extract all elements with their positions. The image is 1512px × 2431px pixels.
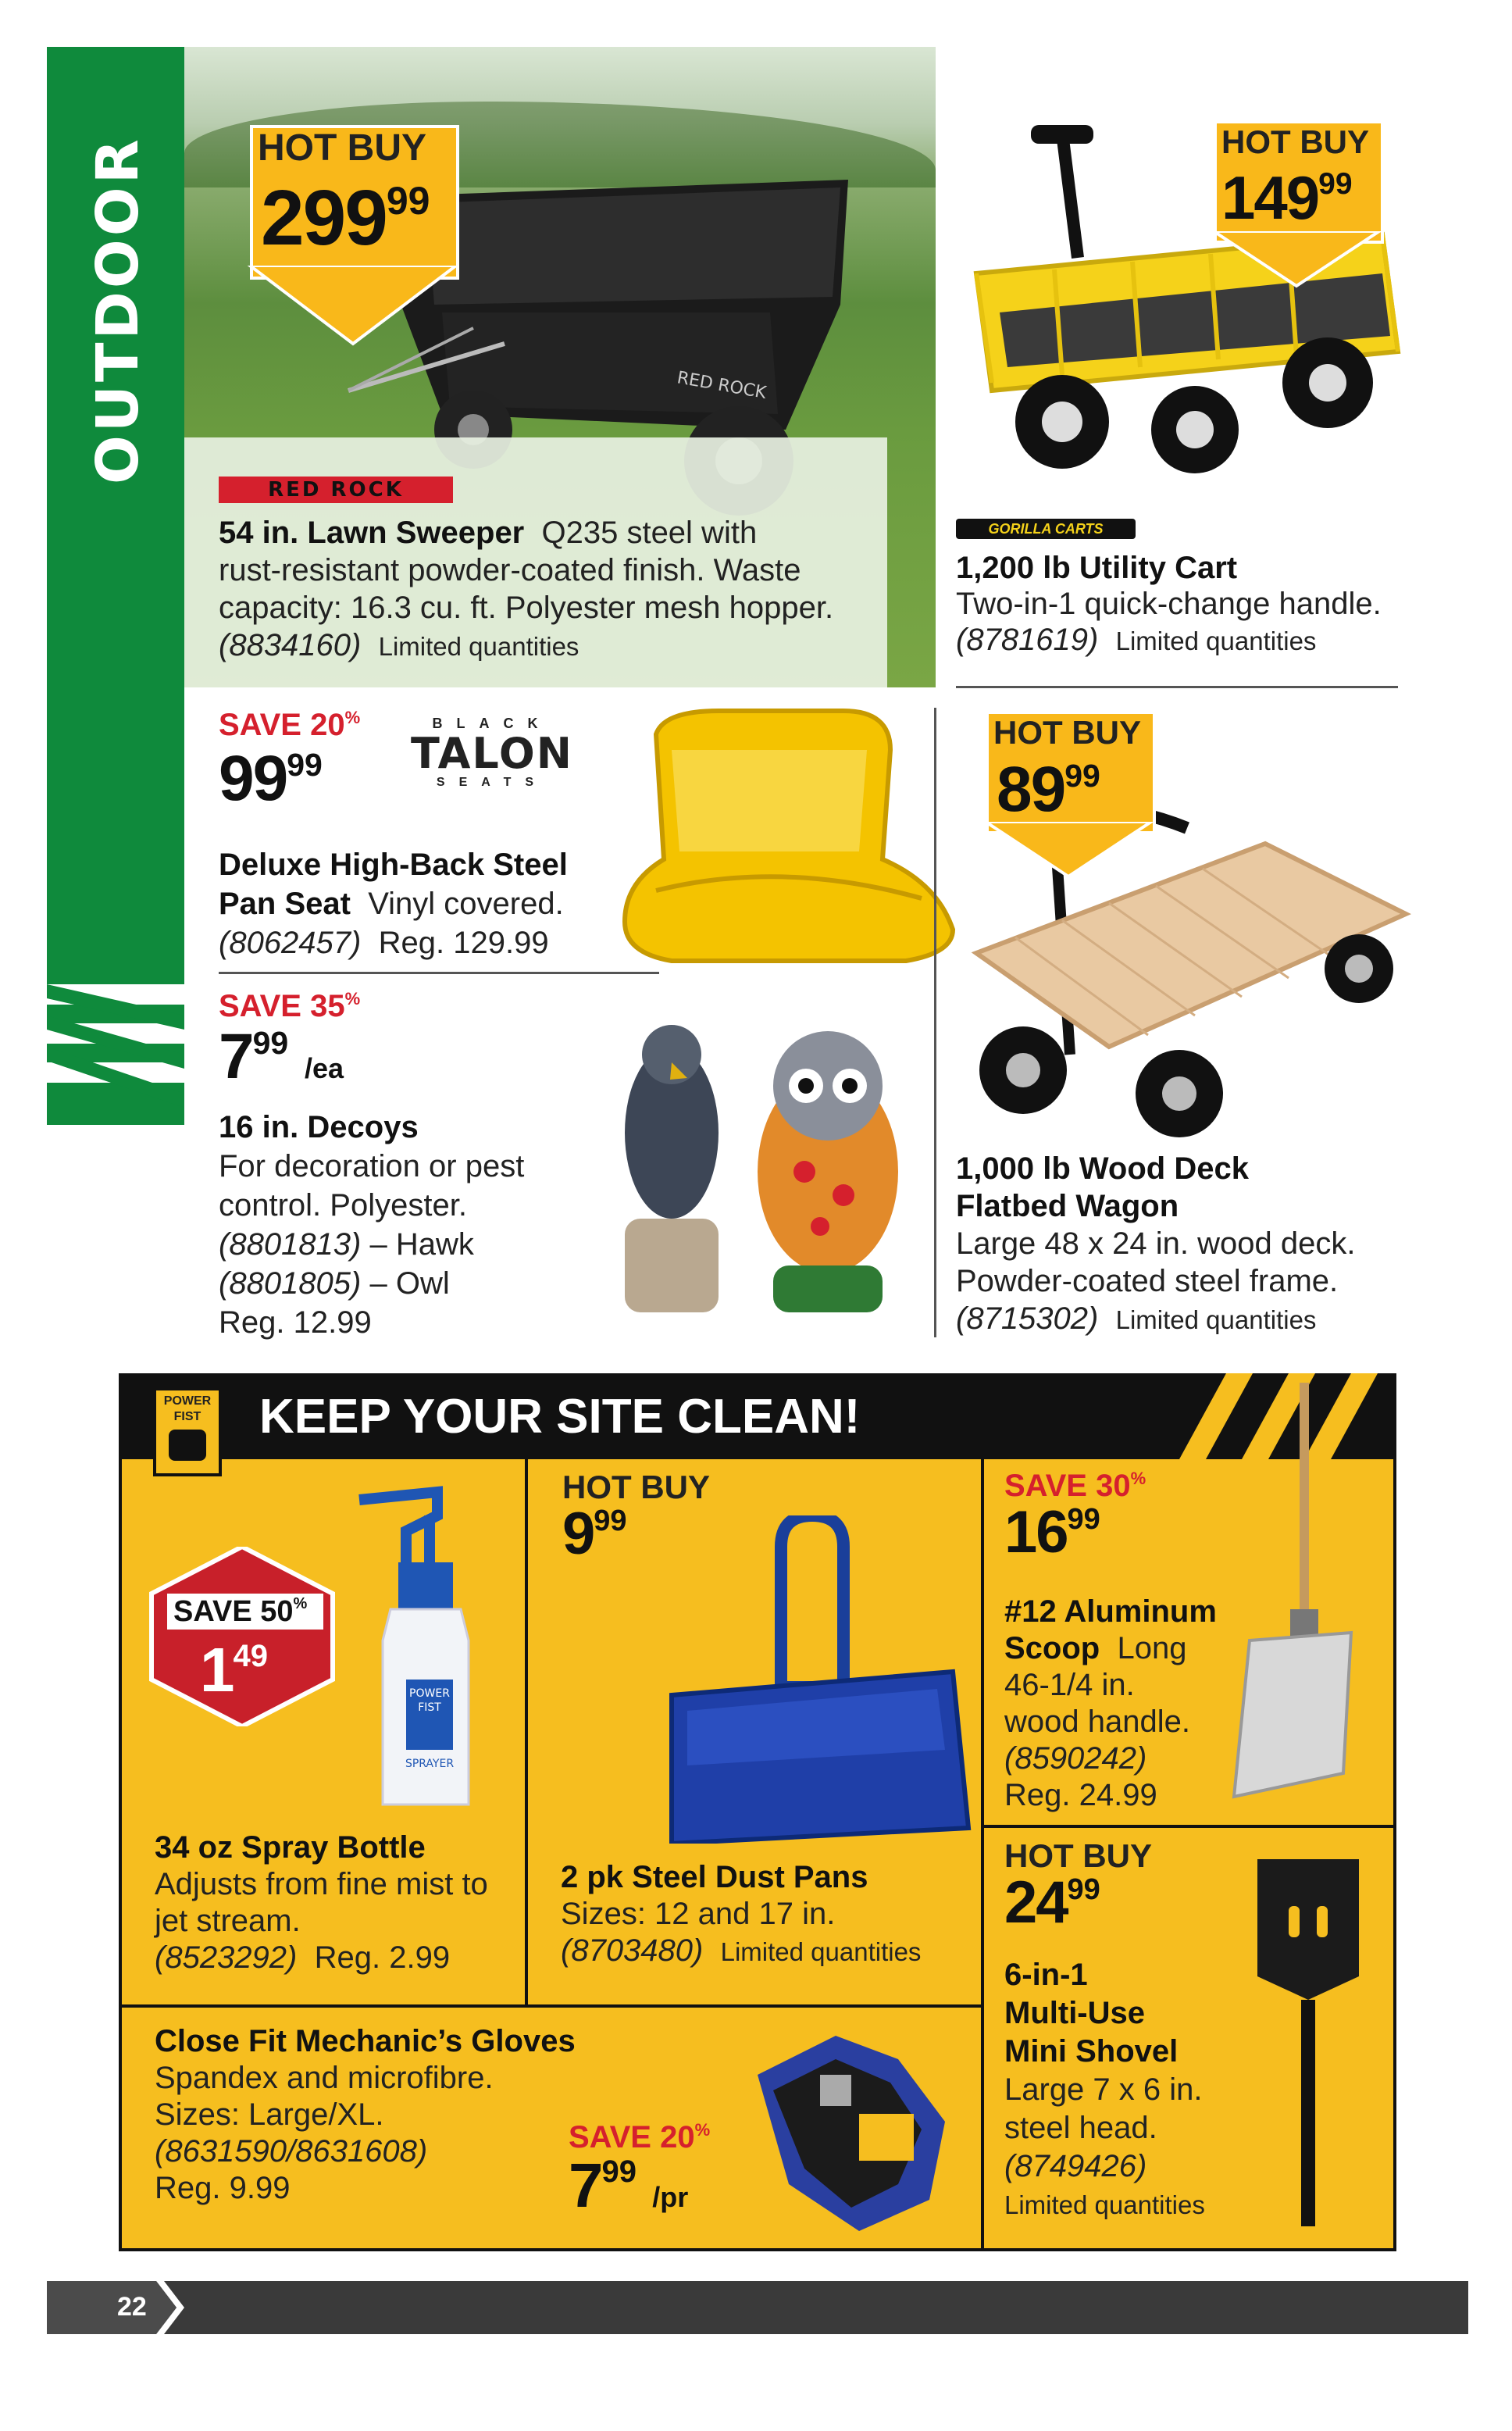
product-name: Mini Shovel bbox=[1004, 2034, 1179, 2069]
logo-text: TALON bbox=[410, 729, 574, 778]
hot-buy-label: HOT BUY bbox=[1221, 123, 1369, 160]
divider bbox=[525, 1459, 528, 2006]
spray-text bbox=[155, 1829, 514, 1976]
product-name: Pan Seat bbox=[219, 887, 351, 921]
limited-note: Limited quantities bbox=[378, 632, 579, 661]
item-number: (8523292) bbox=[155, 1940, 298, 1975]
product-name: 1,200 lb Utility Cart bbox=[956, 551, 1238, 585]
product-name: 6-in-1 bbox=[1004, 1958, 1088, 1992]
item-number: (8801813) bbox=[219, 1227, 362, 1262]
outdoor-sidebar bbox=[47, 47, 184, 1125]
product-name: Scoop bbox=[1004, 1631, 1100, 1665]
page-footer bbox=[47, 2281, 1468, 2334]
product-desc: capacity: 16.3 cu. ft. Polyester mesh hopper. bbox=[219, 591, 834, 625]
page-number: 22 bbox=[117, 2292, 147, 2322]
regular-price: Reg. 9.99 bbox=[155, 2171, 291, 2205]
product-name: 34 oz Spray Bottle bbox=[155, 1830, 426, 1865]
save-badge: SAVE 35% bbox=[219, 989, 361, 1023]
bottle-label-text: SPRAYER bbox=[405, 1758, 455, 1770]
hot-buy-tag-arrow bbox=[247, 266, 459, 352]
decoys-price: $7^{99}$ /ea bbox=[219, 1021, 344, 1092]
logo-text: SEATS bbox=[436, 776, 548, 789]
section-title: KEEP YOUR SITE CLEAN! bbox=[259, 1390, 861, 1444]
save-badge: SAVE 20% bbox=[219, 708, 361, 742]
pan-seat-price: $99^{99}$ bbox=[219, 743, 323, 814]
hot-buy-label: HOT BUY bbox=[562, 1469, 710, 1505]
utility-cart-text bbox=[956, 550, 1409, 659]
product-name: Flatbed Wagon bbox=[956, 1189, 1179, 1223]
product-name: 1,000 lb Wood Deck bbox=[956, 1151, 1249, 1186]
shovel-price: $24^{99}$ bbox=[1004, 1869, 1100, 1936]
logo-text: FIST bbox=[173, 1410, 201, 1423]
product-desc: Sizes: Large/XL. bbox=[155, 2097, 384, 2132]
lawn-sweeper-text bbox=[219, 514, 906, 666]
section-title: OUTDOOR bbox=[84, 136, 152, 484]
item-number: (8781619) bbox=[956, 623, 1099, 657]
regular-price: Reg. 2.99 bbox=[314, 1940, 451, 1975]
product-desc: Powder-coated steel frame. bbox=[956, 1264, 1339, 1298]
divider bbox=[934, 708, 936, 1337]
product-name: Close Fit Mechanic’s Gloves bbox=[155, 2024, 576, 2058]
decoys-image bbox=[601, 1016, 929, 1328]
shovel-text bbox=[1004, 1956, 1239, 2224]
product-desc: Vinyl covered. bbox=[368, 887, 564, 921]
item-number: (8631590/8631608) bbox=[155, 2134, 428, 2169]
gloves-image bbox=[742, 2028, 968, 2239]
spray-price: $1^{49}$ bbox=[200, 1635, 268, 1705]
item-number: (8715302) bbox=[956, 1301, 1099, 1336]
bottle-brand-text: FIST bbox=[418, 1701, 441, 1714]
power-fist-logo bbox=[153, 1387, 222, 1476]
limited-note: Limited quantities bbox=[1115, 1305, 1317, 1334]
product-desc: Long bbox=[1117, 1631, 1187, 1665]
save-badge: SAVE 30% bbox=[1004, 1469, 1146, 1503]
hot-buy-label: HOT BUY bbox=[1004, 1837, 1152, 1874]
product-desc: Q235 steel with bbox=[541, 516, 758, 550]
logo-text: BLACK bbox=[432, 716, 552, 731]
product-desc: 46-1/4 in. bbox=[1004, 1668, 1135, 1702]
item-number: (8801805) bbox=[219, 1266, 362, 1301]
product-desc: Large 7 x 6 in. bbox=[1004, 2072, 1203, 2107]
logo-text: POWER bbox=[163, 1394, 212, 1408]
product-name: 16 in. Decoys bbox=[219, 1110, 419, 1144]
item-number: (8590242) bbox=[1004, 1741, 1147, 1776]
hot-buy-label: HOT BUY bbox=[993, 714, 1141, 751]
item-number: (8062457) bbox=[219, 926, 362, 960]
dust-pans-image bbox=[656, 1515, 976, 1844]
scoop-image bbox=[1218, 1383, 1359, 1805]
hot-buy-tag-arrow bbox=[1211, 231, 1382, 294]
product-desc: Adjusts from fine mist to bbox=[155, 1867, 488, 1901]
gloves-text bbox=[155, 2023, 592, 2207]
save-badge: SAVE 50% bbox=[173, 1595, 308, 1628]
utility-cart-price: $149^{99}$ bbox=[1221, 163, 1353, 232]
product-desc: wood handle. bbox=[1004, 1705, 1190, 1739]
variant-label: – Owl bbox=[369, 1266, 450, 1301]
regular-price: Reg. 24.99 bbox=[1004, 1778, 1157, 1812]
decoys-text bbox=[219, 1108, 625, 1342]
regular-price: Reg. 12.99 bbox=[219, 1305, 372, 1340]
pan-seat-image bbox=[609, 703, 968, 969]
regular-price: Reg. 129.99 bbox=[378, 926, 549, 960]
product-name: Multi-Use bbox=[1004, 1996, 1145, 2030]
product-desc: rust-resistant powder-coated finish. Waste bbox=[219, 553, 801, 587]
product-desc: jet stream. bbox=[155, 1904, 301, 1938]
spray-bottle-image bbox=[344, 1484, 500, 1820]
divider bbox=[956, 686, 1398, 688]
product-desc: Two-in-1 quick-change handle. bbox=[956, 587, 1382, 621]
scoop-price: $16^{99}$ bbox=[1004, 1499, 1100, 1565]
save-badge: SAVE 20% bbox=[569, 2120, 711, 2154]
product-desc: control. Polyester. bbox=[219, 1188, 467, 1223]
black-talon-logo bbox=[398, 716, 586, 790]
dust-pans-text bbox=[561, 1859, 967, 1970]
bottle-brand-text: POWER bbox=[409, 1687, 450, 1700]
gorilla-carts-logo: GORILLA CARTS bbox=[956, 519, 1136, 539]
divider bbox=[981, 1459, 984, 2251]
limited-note: Limited quantities bbox=[720, 1937, 922, 1966]
wagon-price: $89^{99}$ bbox=[997, 754, 1100, 825]
item-number: (8834160) bbox=[219, 628, 362, 662]
chevron-right-icon bbox=[156, 2281, 187, 2334]
product-desc: Spandex and microfibre. bbox=[155, 2061, 494, 2095]
divider bbox=[119, 2004, 982, 2008]
wagon-text bbox=[956, 1150, 1409, 1339]
scoop-text bbox=[1004, 1594, 1239, 1814]
product-desc: steel head. bbox=[1004, 2111, 1157, 2145]
item-number: (8703480) bbox=[561, 1933, 704, 1968]
red-rock-logo: RED ROCK bbox=[219, 477, 453, 503]
mini-shovel-image bbox=[1242, 1844, 1375, 2234]
gloves-price: $7^{99}$ /pr bbox=[569, 2151, 689, 2220]
page-number-tab bbox=[47, 2281, 164, 2334]
hot-buy-label: HOT BUY bbox=[258, 127, 426, 169]
dust-pans-price: $9^{99}$ bbox=[562, 1501, 627, 1567]
lawn-sweeper-price: $299^{99}$ bbox=[261, 174, 430, 262]
item-number: (8749426) bbox=[1004, 2149, 1147, 2183]
limited-note: Limited quantities bbox=[1115, 626, 1317, 655]
product-name: #12 Aluminum bbox=[1004, 1594, 1217, 1629]
product-desc: Large 48 x 24 in. wood deck. bbox=[956, 1226, 1356, 1261]
sidebar-stripes-graphic bbox=[47, 984, 203, 1125]
limited-note: Limited quantities bbox=[1004, 2190, 1205, 2219]
product-desc: Sizes: 12 and 17 in. bbox=[561, 1897, 836, 1931]
sweeper-brand-mark: RED ROCK bbox=[675, 368, 768, 403]
pan-seat-text bbox=[219, 845, 625, 962]
product-name: Deluxe High-Back Steel bbox=[219, 848, 568, 882]
divider bbox=[982, 1825, 1396, 1828]
product-desc: For decoration or pest bbox=[219, 1149, 525, 1183]
hot-buy-tag-arrow bbox=[982, 822, 1154, 884]
product-name: 2 pk Steel Dust Pans bbox=[561, 1860, 868, 1894]
product-name: 54 in. Lawn Sweeper bbox=[219, 516, 525, 550]
variant-label: – Hawk bbox=[369, 1227, 474, 1262]
fist-icon bbox=[169, 1430, 206, 1461]
divider bbox=[219, 972, 659, 974]
